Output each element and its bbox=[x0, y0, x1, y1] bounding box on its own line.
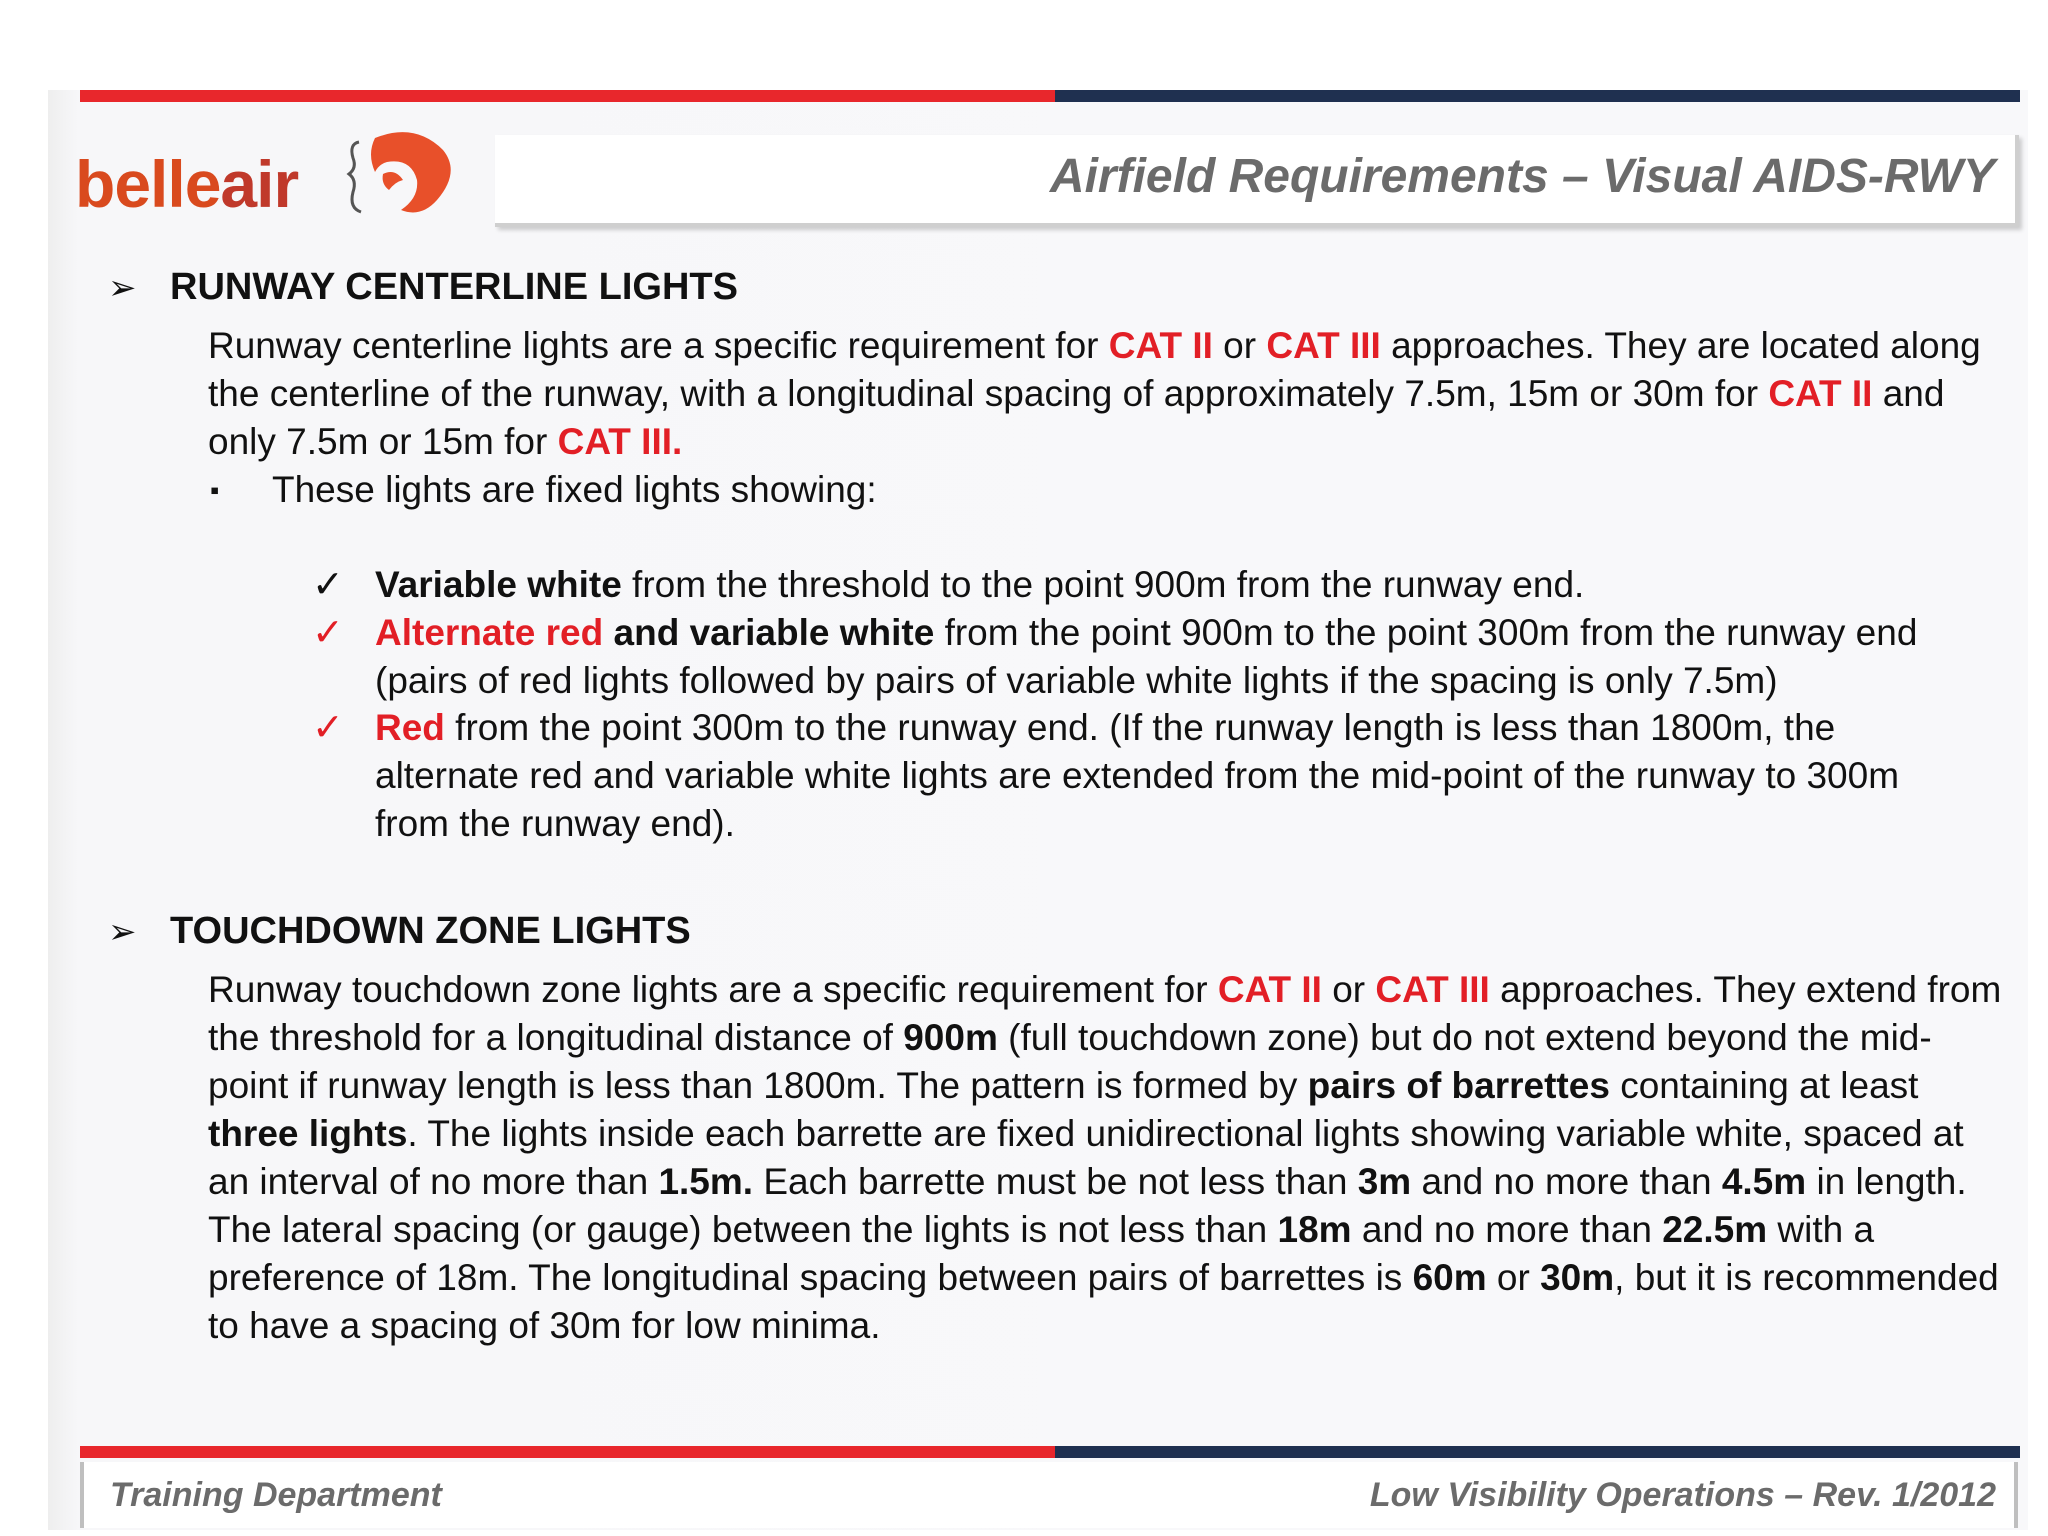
highlight-red-text: Alternate red bbox=[375, 612, 604, 653]
arrowhead-bullet-icon: ➢ bbox=[108, 269, 137, 307]
highlight-bold-text: 30m bbox=[1540, 1257, 1615, 1298]
footer-revision: Low Visibility Operations – Rev. 1/2012 bbox=[1369, 1476, 1996, 1514]
highlight-bold-text: 22.5m bbox=[1662, 1209, 1768, 1250]
highlight-bold-text: three lights bbox=[208, 1113, 408, 1154]
body-text: containing at least bbox=[1609, 1065, 1919, 1106]
check-item-red bbox=[375, 704, 1975, 848]
fixed-lights-bullet: These lights are fixed lights showing: bbox=[272, 469, 877, 510]
header-bar-navy bbox=[1055, 90, 2020, 102]
check-item-alternate-red bbox=[375, 609, 1975, 705]
section-heading-text: TOUCHDOWN ZONE LIGHTS bbox=[170, 910, 691, 952]
section-heading-centerline bbox=[108, 266, 738, 309]
body-text: approaches. They are located along the centerline of the runway, with a longitudinal spacing of approximately 7.5m, 15m or 30m for bbox=[208, 325, 1981, 414]
body-text: or bbox=[1486, 1257, 1541, 1298]
footer-bar-red bbox=[80, 1446, 1055, 1458]
body-text: from the point 300m to the runway end. (If the runway length is less than 1800m, the alternate red and variable white lights are extended from the mid-point of the runway to 300m from the runway end). bbox=[375, 707, 1900, 844]
body-text: and no more than bbox=[1351, 1209, 1663, 1250]
body-text: (full touchdown zone) but do not extend beyond the mid-point if runway length is less than 1800m. The pattern is formed by bbox=[208, 1017, 1932, 1106]
body-text: and only 7.5m or 15m for bbox=[208, 373, 1945, 462]
highlight-red-text: CAT III bbox=[1266, 325, 1381, 366]
highlight-bold-text: 900m bbox=[903, 1017, 998, 1058]
footer bbox=[80, 1462, 2018, 1528]
header-color-bar bbox=[80, 90, 2020, 102]
highlight-bold-text: 4.5m bbox=[1721, 1161, 1807, 1202]
body-text: Runway touchdown zone lights are a specific requirement for bbox=[208, 969, 1218, 1010]
body-text: from the point 900m to the point 300m from the runway end (pairs of red lights followed by pairs of variable white lights if the spacing is only 7.5m) bbox=[375, 612, 1918, 701]
highlight-bold-text: 60m bbox=[1412, 1257, 1487, 1298]
highlight-red-text: CAT II bbox=[1217, 969, 1322, 1010]
check-item-variable-white bbox=[375, 561, 1975, 609]
section-heading-text: RUNWAY CENTERLINE LIGHTS bbox=[170, 266, 738, 308]
logo-wordmark-belle: belle bbox=[75, 147, 221, 221]
highlight-bold-text: 3m bbox=[1357, 1161, 1412, 1202]
body-text: Each barrette must be not less than bbox=[753, 1161, 1358, 1202]
logo-wordmark-air: air bbox=[220, 147, 299, 221]
body-text: . The lights inside each barrette are fixed unidirectional lights showing variable white, spaced at an interval of no more than bbox=[208, 1113, 1964, 1202]
title-box bbox=[495, 135, 2019, 227]
body-text: or bbox=[1321, 969, 1376, 1010]
body-text: or bbox=[1212, 325, 1267, 366]
highlight-red-text: CAT II bbox=[1108, 325, 1213, 366]
belleair-logo bbox=[75, 128, 455, 228]
body-text: , but it is recommended to have a spacing of 30m for low minima. bbox=[208, 1257, 1999, 1346]
centerline-intro-paragraph bbox=[208, 322, 2008, 466]
highlight-red-text: CAT III. bbox=[557, 421, 683, 462]
header-bar-red bbox=[80, 90, 1055, 102]
checkmark-icon: ✓ bbox=[312, 707, 344, 749]
highlight-red-text: Red bbox=[375, 707, 445, 748]
body-text: Runway centerline lights are a specific requirement for bbox=[208, 325, 1109, 366]
checkmark-icon: ✓ bbox=[312, 612, 344, 654]
footer-color-bar bbox=[80, 1446, 2020, 1458]
checkmark-icon: ✓ bbox=[312, 564, 344, 606]
body-text: with a preference of 18m. The longitudinal spacing between pairs of barrettes is bbox=[208, 1209, 1875, 1298]
highlight-bold-text: and variable white bbox=[613, 612, 935, 653]
square-bullet-icon: ▪ bbox=[210, 475, 220, 505]
logo-swirl-icon bbox=[345, 128, 465, 228]
highlight-bold-text: Variable white bbox=[375, 564, 622, 605]
touchdown-body-paragraph bbox=[208, 966, 2003, 1350]
arrowhead-bullet-icon: ➢ bbox=[108, 913, 137, 951]
body-text bbox=[603, 612, 613, 653]
section-heading-touchdown bbox=[108, 910, 691, 953]
highlight-bold-text: pairs of barrettes bbox=[1307, 1065, 1610, 1106]
footer-department: Training Department bbox=[110, 1476, 442, 1514]
highlight-red-text: CAT III bbox=[1375, 969, 1490, 1010]
body-text: approaches. They extend from the threshold for a longitudinal distance of bbox=[208, 969, 2002, 1058]
page-title: Airfield Requirements – Visual AIDS-RWY bbox=[1049, 150, 1995, 203]
footer-bar-navy bbox=[1055, 1446, 2020, 1458]
logo-wordmark bbox=[75, 146, 298, 222]
body-text: and no more than bbox=[1411, 1161, 1722, 1202]
body-text: from the threshold to the point 900m from the runway end. bbox=[621, 564, 1585, 605]
highlight-red-text: CAT II bbox=[1768, 373, 1873, 414]
highlight-bold-text: 1.5m. bbox=[658, 1161, 754, 1202]
highlight-bold-text: 18m bbox=[1277, 1209, 1352, 1250]
body-text: in length. The lateral spacing (or gauge) between the lights is not less than bbox=[208, 1161, 1967, 1250]
